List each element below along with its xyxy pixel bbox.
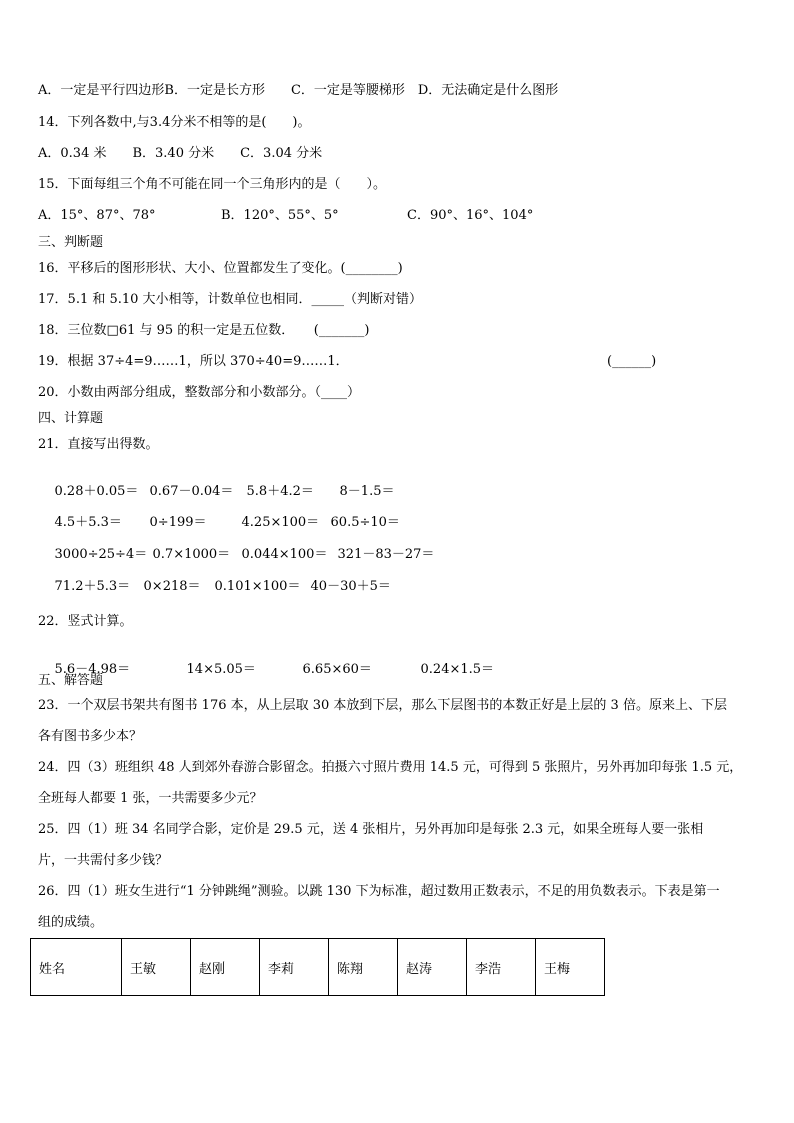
calc-row-4 (38, 563, 391, 611)
table-row (31, 939, 605, 996)
q15-option-a: A．15°、87°、78° (38, 208, 156, 223)
question-23-line-1: 23．一个双层书架共有图书 176 本，从上层取 30 本放到下层，那么下层图书的本数正好是上层的 3 倍。原来上、下层 (38, 698, 727, 713)
calc-item: 71.2＋5.3＝ (54, 579, 131, 594)
question-14: 14．下列各数中,与3.4分米不相等的是( )。 (38, 115, 311, 130)
calc-item: 60.5÷10＝ (330, 515, 400, 530)
question-22: 22．竖式计算。 (38, 614, 133, 629)
calc-item: 8－1.5＝ (339, 484, 395, 499)
section-4-title: 四、计算题 (38, 411, 104, 426)
question-21: 21．直接写出得数。 (38, 437, 159, 452)
table-header-cell: 姓名 (31, 939, 122, 996)
table-cell: 陈翔 (329, 939, 398, 996)
calc-item: 0÷199＝ (149, 515, 207, 530)
q15-option-c: C．90°、16°、104° (407, 208, 534, 223)
score-table (30, 938, 605, 996)
calc-item: 40－30＋5＝ (310, 579, 391, 594)
calc-item: 0.24×1.5＝ (420, 662, 495, 677)
table-cell: 王敏 (122, 939, 191, 996)
question-23-line-2: 各有图书多少本？ (38, 729, 143, 744)
calc-item: 5.8＋4.2＝ (246, 484, 314, 499)
calc-item: 0.67－0.04＝ (149, 484, 234, 499)
calc-item: 5.6－4.98＝ (54, 662, 131, 677)
table-cell: 李莉 (260, 939, 329, 996)
vertical-calc-row (38, 646, 494, 694)
section-3-title: 三、判断题 (38, 235, 104, 250)
question-16: 16．平移后的图形形状、大小、位置都发生了变化。(________) (38, 261, 403, 276)
section-5-title: 五、解答题 (38, 673, 104, 688)
question-24-line-1: 24．四（3）班组织 48 人到郊外春游合影留念。拍摄六寸照片费用 14.5 元，可得到 5 张照片，另外再加印每张 1.5 元， (38, 760, 743, 775)
calc-item: 0.7×1000＝ (152, 547, 231, 562)
calc-item: 4.25×100＝ (241, 515, 320, 530)
table-cell: 王梅 (536, 939, 605, 996)
calc-item: 0×218＝ (143, 579, 201, 594)
question-26-line-1: 26．四（1）班女生进行“1 分钟跳绳”测验。以跳 130 下为标准，超过数用正数表示，不足的用负数表示。下表是第一 (38, 884, 720, 899)
table-cell: 赵刚 (191, 939, 260, 996)
calc-item: 0.28＋0.05＝ (54, 484, 139, 499)
calc-item: 0.101×100＝ (214, 579, 301, 594)
question-25-line-2: 片，一共需付多少钱？ (38, 853, 169, 868)
calc-item: 321－83－27＝ (337, 547, 435, 562)
question-24-line-2: 全班每人都要 1 张，一共需要多少元？ (38, 791, 263, 806)
calc-item: 0.044×100＝ (241, 547, 328, 562)
calc-item: 6.65×60＝ (302, 662, 372, 677)
question-19: 19．根据 37÷4=9……1，所以 370÷40=9……1． (38, 354, 349, 369)
question-18: 18．三位数□61 与 95 的积一定是五位数． (_______) (38, 323, 370, 338)
q15-option-b: B．120°、55°、5° (221, 208, 339, 223)
calc-item: 4.5＋5.3＝ (54, 515, 122, 530)
calc-item: 14×5.05＝ (186, 662, 256, 677)
question-15: 15．下面每组三个角不可能在同一个三角形内的是（ ）。 (38, 177, 387, 192)
q13-options: A．一定是平行四边形B．一定是长方形 C．一定是等腰梯形 D．无法确定是什么图形 (38, 83, 559, 98)
table-cell: 李浩 (467, 939, 536, 996)
calc-item: 3000÷25÷4＝ (54, 547, 148, 562)
table-cell: 赵涛 (398, 939, 467, 996)
q14-options: A．0.34 米 B．3.40 分米 C．3.04 分米 (38, 146, 323, 161)
question-25-line-1: 25．四（1）班 34 名同学合影，定价是 29.5 元，送 4 张相片，另外再加印是每张 2.3 元，如果全班每人要一张相 (38, 822, 704, 837)
question-20: 20．小数由两部分组成，整数部分和小数部分。（____） (38, 385, 361, 400)
question-17: 17．5.1 和 5.10 大小相等，计数单位也相同．_____（判断对错） (38, 292, 423, 307)
question-26-line-2: 组的成绩。 (38, 915, 104, 930)
q19-answer-blank: (______) (607, 354, 657, 369)
